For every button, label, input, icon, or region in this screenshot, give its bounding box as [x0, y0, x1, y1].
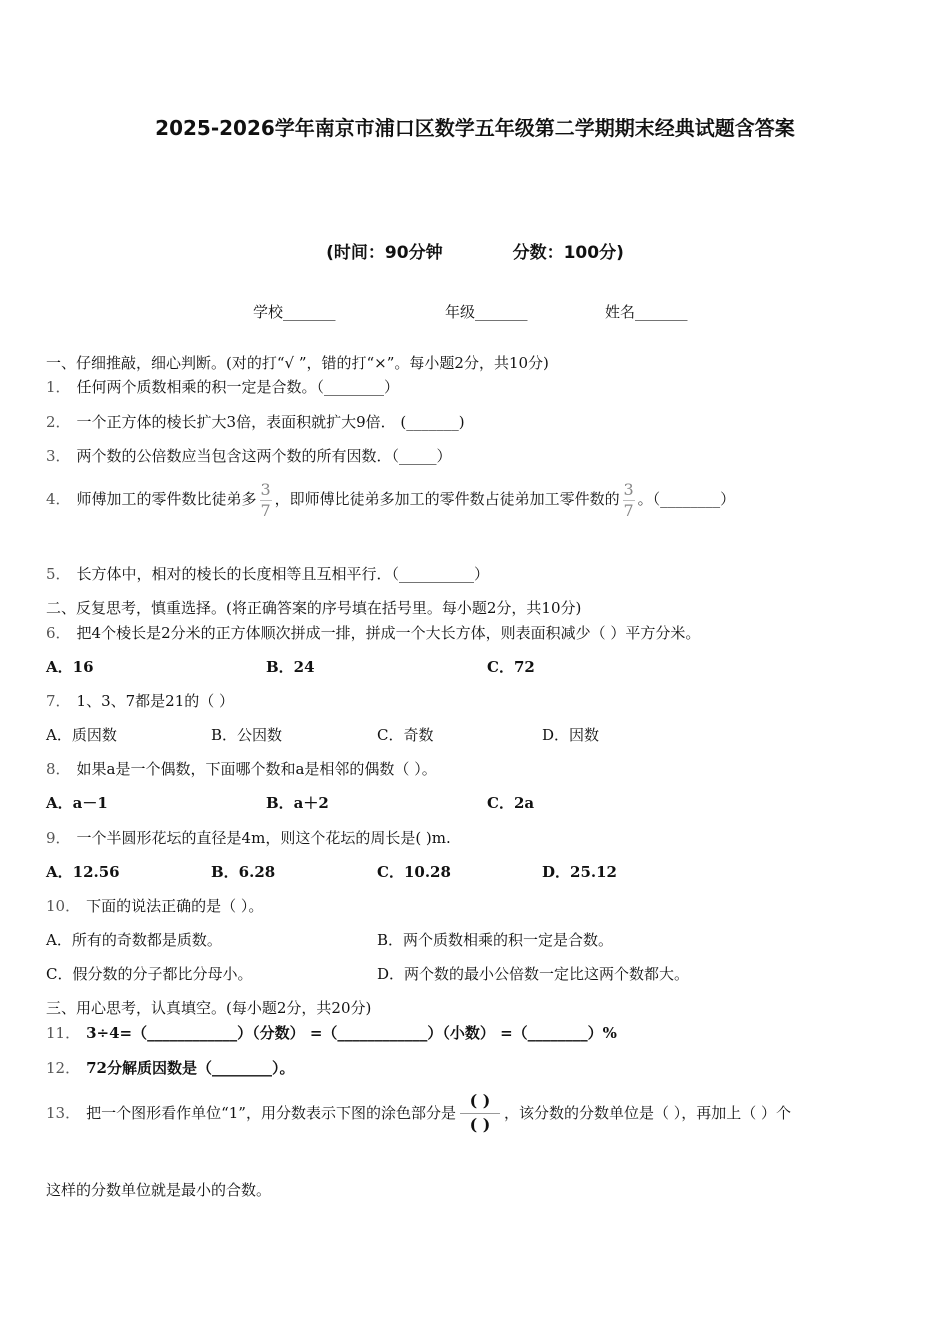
question-text: 72分解质因数是（________）。: [86, 1059, 295, 1077]
option-a[interactable]: A．16: [46, 658, 94, 676]
question-text: 下面的说法正确的是（ ）。: [86, 897, 264, 915]
blank-fraction[interactable]: [458, 1091, 502, 1137]
question-number: 7．: [46, 692, 71, 710]
question-number: 11．: [46, 1024, 81, 1042]
grade-field[interactable]: 年级_______: [445, 303, 528, 321]
question-3: [46, 445, 452, 466]
option-b[interactable]: B．两个质数相乘的积一定是合数。: [377, 931, 614, 949]
exam-time: (时间：90分钟: [326, 243, 443, 263]
question-text-a: 把一个图形看作单位“1”，用分数表示下图的涂色部分是: [86, 1104, 456, 1122]
question-number: 9．: [46, 829, 71, 847]
exam-meta: [0, 238, 950, 263]
option-c[interactable]: C．10.28: [377, 863, 451, 881]
fraction: [622, 480, 636, 520]
question-text: 如果a是一个偶数，下面哪个数和a是相邻的偶数（ ）。: [76, 760, 437, 778]
fraction-numerator: ( ): [469, 1091, 491, 1110]
fraction-numerator: 3: [260, 480, 271, 499]
name-field[interactable]: 姓名_______: [605, 303, 688, 321]
question-text: 一个半圆形花坛的直径是4m，则这个花坛的周长是( )m.: [76, 829, 451, 847]
section-1-heading: 一、仔细推敲，细心判断。(对的打“√ ”，错的打“×”。每小题2分，共10分): [46, 354, 549, 372]
question-number: 8．: [46, 760, 71, 778]
question-text: 3÷4=（____________）（分数） =（____________）（小数） =（________）%: [86, 1024, 617, 1042]
question-number: 4．: [46, 490, 71, 508]
question-12: [46, 1057, 294, 1078]
question-text-c: 。（________）: [637, 490, 736, 508]
option-a[interactable]: A．所有的奇数都是质数。: [46, 931, 222, 949]
question-number: 6．: [46, 624, 71, 642]
option-b[interactable]: B．a＋2: [266, 794, 329, 812]
option-b[interactable]: B．公因数: [211, 726, 283, 744]
question-number: 10．: [46, 897, 81, 915]
question-2: [46, 411, 465, 432]
question-6: [46, 622, 700, 643]
option-a[interactable]: A．12.56: [46, 863, 120, 881]
option-c[interactable]: C．2a: [487, 794, 535, 812]
question-10: [46, 895, 263, 916]
option-b[interactable]: B．24: [266, 658, 315, 676]
fraction-denominator: 7: [623, 501, 634, 520]
question-1: [46, 376, 399, 397]
question-11: [46, 1022, 617, 1043]
section-3-heading: 三、用心思考，认真填空。(每小题2分，共20分): [46, 999, 372, 1017]
option-d[interactable]: D．因数: [542, 726, 600, 744]
option-b[interactable]: B．6.28: [211, 863, 276, 881]
question-text: 两个数的公倍数应当包含这两个数的所有因数．（_____）: [76, 447, 452, 465]
fraction-numerator: 3: [623, 480, 634, 499]
option-a[interactable]: A．质因数: [46, 726, 117, 744]
option-d[interactable]: D．25.12: [542, 863, 617, 881]
question-13: [46, 1091, 791, 1137]
option-d[interactable]: D．两个数的最小公倍数一定比这两个数都大。: [377, 965, 690, 983]
question-text: 长方体中，相对的棱长的长度相等且互相平行．（__________）: [76, 565, 490, 583]
question-number: 2．: [46, 413, 71, 431]
fraction-denominator: 7: [260, 501, 271, 520]
option-c[interactable]: C．奇数: [377, 726, 434, 744]
school-field[interactable]: 学校_______: [253, 303, 336, 321]
question-number: 1．: [46, 378, 71, 396]
fraction: [259, 480, 273, 520]
question-9: [46, 827, 451, 848]
question-8: [46, 758, 437, 779]
question-number: 13．: [46, 1104, 81, 1122]
question-7: [46, 690, 234, 711]
document-title: 2025-2026学年南京市浦口区数学五年级第二学期期末经典试题含答案: [155, 116, 795, 140]
question-5: [46, 563, 489, 584]
question-text-b: ，即师傅比徒弟多加工的零件数占徒弟加工零件数的: [274, 490, 620, 508]
option-c[interactable]: C．72: [487, 658, 535, 676]
question-number: 12．: [46, 1059, 81, 1077]
question-text: 一个正方体的棱长扩大3倍，表面积就扩大9倍． (_______): [76, 413, 465, 431]
question-text: 1、3、7都是21的（ ）: [76, 692, 235, 710]
question-number: 5．: [46, 565, 71, 583]
question-4: [46, 480, 735, 520]
question-text: 把4个棱长是2分米的正方体顺次拼成一排，拼成一个大长方体，则表面积减少（ ）平方分米。: [76, 624, 701, 642]
option-c[interactable]: C．假分数的分子都比分母小。: [46, 965, 253, 983]
option-a[interactable]: A．a－1: [46, 794, 108, 812]
question-text-b: ，该分数的分数单位是（ ），再加上（ ）个: [503, 1104, 792, 1122]
question-13-continuation: 这样的分数单位就是最小的合数。: [46, 1181, 272, 1199]
exam-score: 分数：100分): [512, 243, 624, 263]
fraction-denominator: ( ): [469, 1115, 491, 1134]
question-number: 3．: [46, 447, 71, 465]
section-2-heading: 二、反复思考，慎重选择。(将正确答案的序号填在括号里。每小题2分，共10分): [46, 599, 582, 617]
question-text: 任何两个质数相乘的积一定是合数。（________）: [76, 378, 400, 396]
question-text-a: 师傅加工的零件数比徒弟多: [76, 490, 257, 508]
